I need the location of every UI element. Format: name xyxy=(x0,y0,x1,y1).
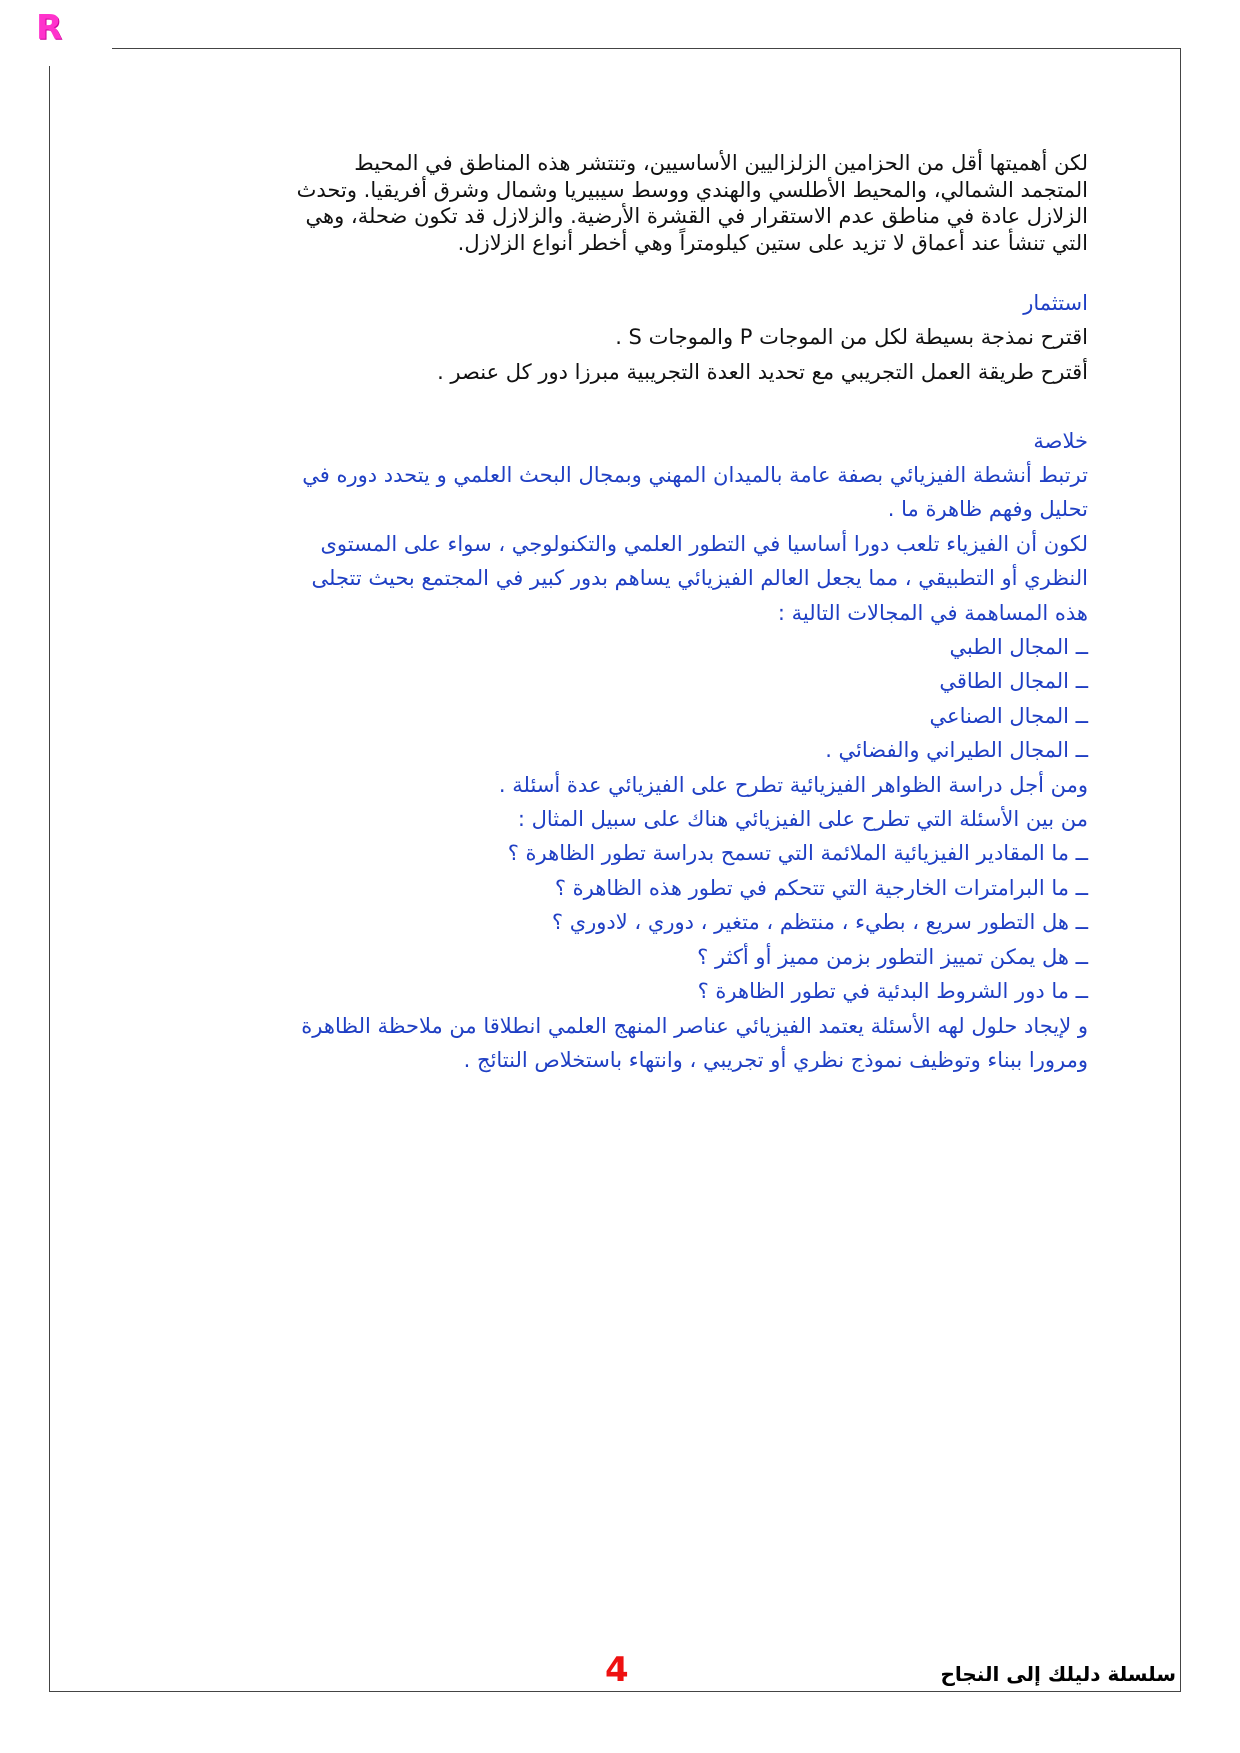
summary-question: ــ هل التطور سريع ، بطيء ، منتظم ، متغير ، دوري ، لادوري ؟ xyxy=(551,910,1088,935)
summary-line: تحليل وفهم ظاهرة ما . xyxy=(887,497,1088,522)
investment-section xyxy=(140,286,1088,390)
summary-list-item: ــ المجال الطاقي xyxy=(939,669,1088,694)
summary-question: ــ ما المقادير الفيزيائية الملائمة التي تسمح بدراسة تطور الظاهرة ؟ xyxy=(507,841,1088,866)
summary-question: ــ ما دور الشروط البدئية في تطور الظاهرة ؟ xyxy=(697,979,1088,1004)
intro-line: الزلازل عادة في مناطق عدم الاستقرار في القشرة الأرضية. والزلازل قد تكون ضحلة، وهي xyxy=(305,204,1088,228)
summary-question: ــ هل يمكن تمييز التطور بزمن مميز أو أكثر ؟ xyxy=(697,944,1088,969)
intro-line: التي تنشأ عند أعماق لا تزيد على ستين كيلومتراً وهي أخطر أنواع الزلازل. xyxy=(457,230,1088,255)
summary-list-item: ــ المجال الصناعي xyxy=(929,703,1088,728)
summary-question: ــ ما البرامترات الخارجية التي تتحكم في تطور هذه الظاهرة ؟ xyxy=(554,875,1088,900)
investment-line: أقترح طريقة العمل التجريبي مع تحديد العدة التجريبية مبرزا دور كل عنصر . xyxy=(437,360,1088,384)
summary-line: هذه المساهمة في المجالات التالية : xyxy=(777,600,1088,625)
investment-line: اقترح نمذجة بسيطة لكل من الموجات P والموجات S . xyxy=(615,325,1088,349)
summary-line: ومرورا ببناء وتوظيف نموذج نظري أو تجريبي ، وانتهاء باستخلاص النتائج . xyxy=(463,1047,1088,1072)
frame-left-border xyxy=(49,66,50,1692)
summary-line: و لإيجاد حلول لهه الأسئلة يعتمد الفيزيائي عناصر المنهج العلمي انطلاقا من ملاحظة الظاهرة xyxy=(301,1013,1088,1038)
summary-section xyxy=(140,424,1088,1077)
page-number: 4 xyxy=(605,1650,629,1690)
summary-line: النظري أو التطبيقي ، مما يجعل العالم الفيزيائي يساهم بدور كبير في المجتمع بحيث تتجلى xyxy=(311,566,1088,591)
frame-top-border xyxy=(112,48,1181,49)
summary-list-item: ــ المجال الطيراني والفضائي . xyxy=(825,738,1088,763)
summary-line: من بين الأسئلة التي تطرح على الفيزيائي هناك على سبيل المثال : xyxy=(517,807,1088,832)
page-content xyxy=(140,150,1088,1077)
intro-line: لكن أهميتها أقل من الحزامين الزلزاليين الأساسيين، وتنتشر هذه المناطق في المحيط xyxy=(354,151,1088,175)
summary-heading: خلاصة xyxy=(1033,429,1088,453)
logo-letter: R xyxy=(36,8,63,48)
investment-heading: استثمار xyxy=(1023,291,1088,315)
intro-paragraph xyxy=(140,150,1088,256)
summary-list-item: ــ المجال الطبي xyxy=(949,635,1088,660)
intro-line: المتجمد الشمالي، والمحيط الأطلسي والهندي ووسط سيبيريا وشمال وشرق أفريقيا. وتحدث xyxy=(296,177,1088,202)
summary-line: ومن أجل دراسة الظواهر الفيزيائية تطرح على الفيزيائي عدة أسئلة . xyxy=(498,772,1088,797)
summary-line: ترتبط أنشطة الفيزيائي بصفة عامة بالميدان المهني وبمجال البحث العلمي و يتحدد دوره في xyxy=(302,463,1088,487)
footer-series-title: سلسلة دليلك إلى النجاح xyxy=(940,1662,1176,1686)
summary-line: لكون أن الفيزياء تلعب دورا أساسيا في التطور العلمي والتكنولوجي ، سواء على المستوى xyxy=(320,531,1088,556)
